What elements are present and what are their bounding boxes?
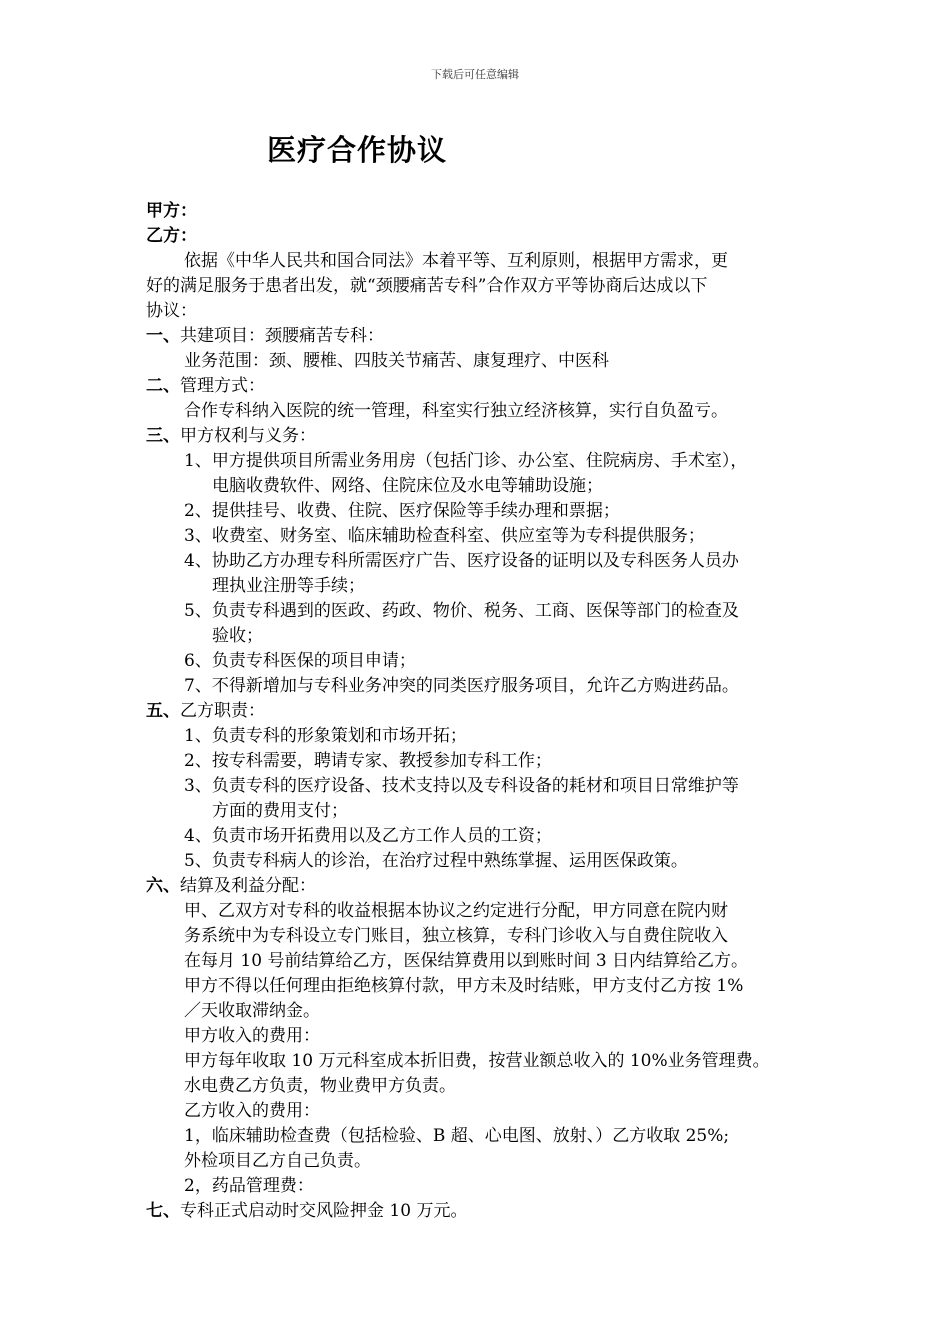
section-line: 甲方不得以任何理由拒绝核算付款，甲方未及时结账，甲方支付乙方按 1% [184,976,744,996]
section-line: 1，临床辅助检查费（包括检验、B 超、心电图、放射、）乙方收取 25%; [184,1126,730,1146]
list-item: 5、负责专科遇到的医政、药政、物价、税务、工商、医保等部门的检查及 [184,601,739,621]
section-line: 在每月 10 号前结算给乙方，医保结算费用以到账时间 3 日内结算给乙方。 [184,951,749,971]
section-line: 甲方每年收取 10 万元科室成本折旧费，按营业额总收入的 10%业务管理费。 [184,1051,770,1071]
list-item-continuation: 电脑收费软件、网络、住院床位及水电等辅助设施； [212,476,603,496]
list-item: 6、负责专科医保的项目申请； [184,651,416,671]
list-item: 3、负责专科的医疗设备、技术支持以及专科设备的耗材和项目日常维护等 [184,776,739,796]
document-title: 医疗合作协议 [267,133,448,167]
section-line: 2，药品管理费： [184,1176,314,1196]
section-title: 专科正式启动时交风险押金 10 万元。 [180,1201,468,1221]
section-title: 管理方式： [180,376,265,396]
list-item: 1、负责专科的形象策划和市场开拓； [184,726,467,746]
list-item: 2、提供挂号、收费、住院、医疗保险等手续办理和票据； [184,501,620,521]
section-title: 甲方权利与义务： [180,426,316,446]
section-line: 甲方收入的费用： [184,1026,320,1046]
list-item-continuation: 理执业注册等手续； [212,576,365,596]
intro-line: 依据《中华人民共和国合同法》本着平等、互利原则，根据甲方需求，更 [184,251,728,271]
section-heading [146,374,826,399]
section-heading [146,1199,826,1224]
section-heading [146,874,826,899]
section-number: 五、 [146,701,180,721]
section-line: 外检项目乙方自己负责。 [184,1151,371,1171]
section-title: 共建项目：颈腰痛苦专科： [180,326,384,346]
section-number: 六、 [146,876,180,896]
section-line: 合作专科纳入医院的统一管理，科室实行独立经济核算，实行自负盈亏。 [184,401,728,421]
section-line: 水电费乙方负责，物业费甲方负责。 [184,1076,456,1096]
intro-line: 协议： [146,301,197,321]
section-title: 乙方职责： [180,701,265,721]
section-line: 甲、乙双方对专科的收益根据本协议之约定进行分配，甲方同意在院内财 [184,901,728,921]
list-item: 2、按专科需要，聘请专家、教授参加专科工作； [184,751,552,771]
list-item: 3、收费室、财务室、临床辅助检查科室、供应室等为专科提供服务； [184,526,705,546]
document-body [146,199,826,1224]
section-line: 业务范围：颈、腰椎、四肢关节痛苦、康复理疗、中医科 [184,351,609,371]
list-item: 7、不得新增加与专科业务冲突的同类医疗服务项目，允许乙方购进药品。 [184,676,739,696]
section-line: 务系统中为专科设立专门账目，独立核算，专科门诊收入与自费住院收入 [184,926,728,946]
section-number: 三、 [146,426,180,446]
section-heading [146,424,826,449]
list-item: 1、甲方提供项目所需业务用房（包括门诊、办公室、住院病房、手术室）， [184,451,748,471]
list-item: 4、负责市场开拓费用以及乙方工作人员的工资； [184,826,552,846]
party-b: 乙方： [146,226,197,246]
section-number: 二、 [146,376,180,396]
list-item-continuation: 验收； [212,626,263,646]
party-a: 甲方： [146,201,197,221]
list-item: 5、负责专科病人的诊治，在治疗过程中熟练掌握、运用医保政策。 [184,851,688,871]
list-item: 4、协助乙方办理专科所需医疗广告、医疗设备的证明以及专科医务人员办 [184,551,739,571]
section-heading [146,699,826,724]
section-line: ／天收取滞纳金。 [184,1001,320,1021]
section-number: 七、 [146,1201,180,1221]
list-item-continuation: 方面的费用支付； [212,801,348,821]
section-number: 一、 [146,326,180,346]
intro-line: 好的满足服务于患者出发，就“颈腰痛苦专科”合作双方平等协商后达成以下 [146,276,708,296]
section-title: 结算及利益分配： [180,876,316,896]
section-heading [146,324,826,349]
page-header: 下载后可任意编辑 [431,68,519,81]
section-line: 乙方收入的费用： [184,1101,320,1121]
